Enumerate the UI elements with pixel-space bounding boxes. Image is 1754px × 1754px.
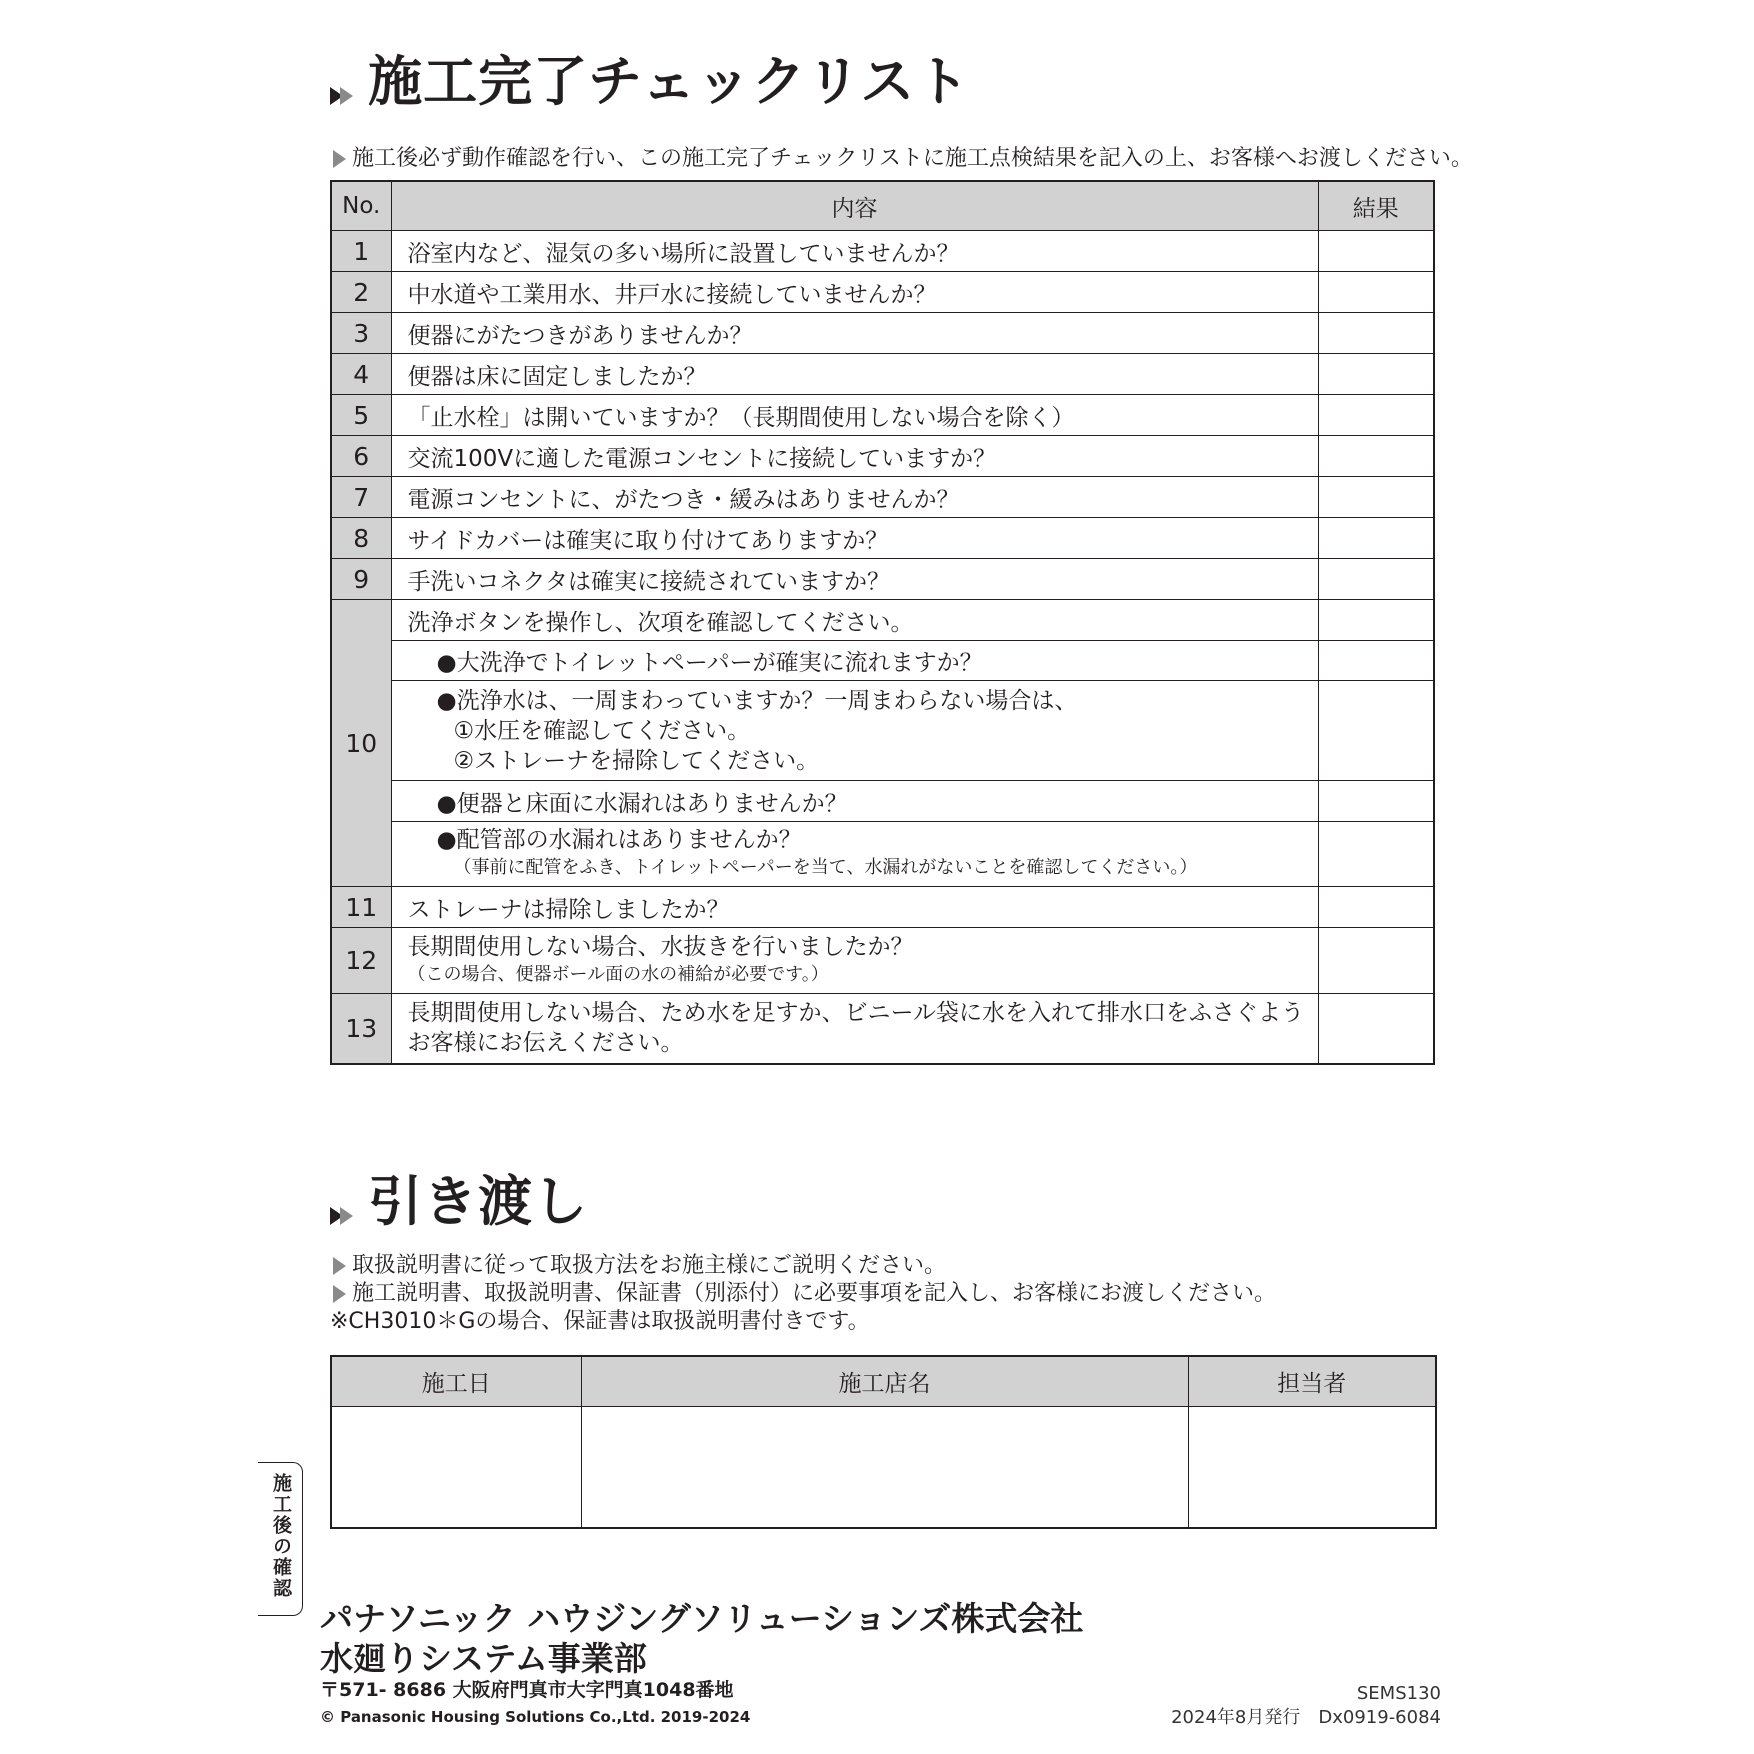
side-tab xyxy=(258,1462,303,1616)
row-number: 10 xyxy=(331,600,391,887)
footer-issue: 2024年8月発行 Dx0919-6084 xyxy=(1171,1707,1441,1728)
table-row xyxy=(331,641,1434,681)
handover-note-2 xyxy=(333,1283,1276,1305)
row-text-line: 長期間使用しない場合、水抜きを行いましたか？ xyxy=(407,933,914,960)
footer-company: パナソニック ハウジングソリューションズ株式会社 xyxy=(320,1599,1084,1638)
header-store-name: 施工店名 xyxy=(581,1356,1188,1407)
row-text: サイドカバーは確実に取り付けてありますか？ xyxy=(391,518,1318,559)
row-text xyxy=(391,928,1318,994)
footer-doc-code: SEMS130 xyxy=(1356,1683,1441,1704)
store-name-field[interactable] xyxy=(581,1407,1188,1529)
handover-title: 引き渡し xyxy=(368,1170,589,1233)
row-number: 13 xyxy=(331,994,391,1064)
handover-note-3: ※CH3010＊Gの場合、保証書は取扱説明書付きです。 xyxy=(330,1309,870,1334)
row-number: 6 xyxy=(331,436,391,477)
row-subitem xyxy=(391,681,1318,781)
person-in-charge-field[interactable] xyxy=(1188,1407,1436,1529)
table-row xyxy=(331,781,1434,822)
footer-address: 〒571- 8686 大阪府門真市大字門真1048番地 xyxy=(320,1679,734,1701)
table-row xyxy=(331,436,1434,477)
row-text: 浴室内など、湿気の多い場所に設置していませんか？ xyxy=(391,231,1318,272)
table-row xyxy=(331,313,1434,354)
table-row xyxy=(331,354,1434,395)
row-text: 電源コンセントに、がたつき・緩みはありませんか？ xyxy=(391,477,1318,518)
table-row xyxy=(331,231,1434,272)
section-arrow-icon xyxy=(330,86,353,106)
handover-title-block xyxy=(330,1170,589,1233)
row-number: 8 xyxy=(331,518,391,559)
row-text-line: お客様にお伝えください。 xyxy=(407,1030,684,1057)
table-row xyxy=(331,272,1434,313)
row-note: （この場合、便器ボール面の水の補給が必要です。） xyxy=(407,963,829,985)
result-cell[interactable] xyxy=(1318,600,1434,641)
row-text: 洗浄ボタンを操作し、次項を確認してください。 xyxy=(391,600,1318,641)
result-cell[interactable] xyxy=(1318,231,1434,272)
header-result: 結果 xyxy=(1318,181,1434,231)
result-cell[interactable] xyxy=(1318,559,1434,600)
table-row xyxy=(331,395,1434,436)
row-text: 交流100Vに適した電源コンセントに接続していますか？ xyxy=(391,436,1318,477)
result-cell[interactable] xyxy=(1318,518,1434,559)
result-cell[interactable] xyxy=(1318,928,1434,994)
table-row xyxy=(331,477,1434,518)
row-number: 1 xyxy=(331,231,391,272)
row-text: 便器は床に固定しましたか？ xyxy=(391,354,1318,395)
result-cell[interactable] xyxy=(1318,354,1434,395)
row-number: 4 xyxy=(331,354,391,395)
row-number: 2 xyxy=(331,272,391,313)
row-text: 「止水栓」は開いていますか？（長期間使用しない場合を除く） xyxy=(391,395,1318,436)
side-tab-label: 施工後の確認 xyxy=(270,1473,292,1599)
row-number: 12 xyxy=(331,928,391,994)
checklist-intro xyxy=(333,148,1473,170)
row-subitem: ●便器と床面に水漏れはありませんか？ xyxy=(391,781,1318,822)
row-number: 9 xyxy=(331,559,391,600)
table-row xyxy=(331,681,1434,781)
header-content: 内容 xyxy=(391,181,1318,231)
subitem-line: ●配管部の水漏れはありませんか？ xyxy=(436,827,802,853)
result-cell[interactable] xyxy=(1318,781,1434,822)
checklist-intro-text: 施工後必ず動作確認を行い、この施工完了チェックリストに施工点検結果を記入の上、お客様へお渡しください。 xyxy=(352,146,1473,171)
result-cell[interactable] xyxy=(1318,822,1434,887)
row-number: 3 xyxy=(331,313,391,354)
handover-note-1-text: 取扱説明書に従って取扱方法をお施主様にご説明ください。 xyxy=(352,1253,947,1278)
table-row xyxy=(331,822,1434,887)
result-cell[interactable] xyxy=(1318,641,1434,681)
header-no: No. xyxy=(331,181,391,231)
table-row xyxy=(331,518,1434,559)
row-number: 5 xyxy=(331,395,391,436)
result-cell[interactable] xyxy=(1318,994,1434,1064)
table-row xyxy=(331,994,1434,1064)
result-cell[interactable] xyxy=(1318,395,1434,436)
row-text: 手洗いコネクタは確実に接続されていますか？ xyxy=(391,559,1318,600)
subitem-line: ①水圧を確認してください。 xyxy=(453,717,751,744)
triangle-bullet-icon xyxy=(333,150,346,168)
handover-note-1 xyxy=(333,1255,946,1277)
footer-division: 水廻りシステム事業部 xyxy=(320,1639,647,1678)
row-text xyxy=(391,994,1318,1064)
table-row xyxy=(331,600,1434,641)
row-text: 便器にがたつきがありませんか？ xyxy=(391,313,1318,354)
row-subitem: ●大洗浄でトイレットペーパーが確実に流れますか？ xyxy=(391,641,1318,681)
row-text-line: 長期間使用しない場合、ため水を足すか、ビニール袋に水を入れて排水口をふさぐよう xyxy=(407,1000,1305,1027)
table-row xyxy=(331,928,1434,994)
triangle-bullet-icon xyxy=(333,1285,346,1303)
header-construction-date: 施工日 xyxy=(331,1356,581,1407)
row-text: 中水道や工業用水、井戸水に接続していませんか？ xyxy=(391,272,1318,313)
result-cell[interactable] xyxy=(1318,436,1434,477)
row-number: 11 xyxy=(331,887,391,928)
subitem-note: （事前に配管をふき、トイレットペーパーを当て、水漏れがないことを確認してください。） xyxy=(453,857,1198,878)
row-text: ストレーナは掃除しましたか？ xyxy=(391,887,1318,928)
table-row xyxy=(331,887,1434,928)
triangle-bullet-icon xyxy=(333,1257,346,1275)
result-cell[interactable] xyxy=(1318,681,1434,781)
result-cell[interactable] xyxy=(1318,272,1434,313)
section-arrow-icon xyxy=(330,1206,353,1226)
table-row xyxy=(331,559,1434,600)
result-cell[interactable] xyxy=(1318,477,1434,518)
footer-copyright: © Panasonic Housing Solutions Co.,Ltd. 2019-2024 xyxy=(320,1708,751,1726)
checklist-title-block xyxy=(330,50,971,113)
result-cell[interactable] xyxy=(1318,887,1434,928)
subitem-line: ●洗浄水は、一周まわっていますか？一周まわらない場合は、 xyxy=(436,687,1078,714)
header-person-in-charge: 担当者 xyxy=(1188,1356,1436,1407)
handover-table xyxy=(330,1355,1437,1529)
checklist-title: 施工完了チェックリスト xyxy=(368,50,971,113)
subitem-line: ②ストレーナを掃除してください。 xyxy=(453,747,820,774)
handover-note-2-text: 施工説明書、取扱説明書、保証書（別添付）に必要事項を記入し、お客様にお渡しください。 xyxy=(352,1281,1277,1306)
row-subitem xyxy=(391,822,1318,887)
row-number: 7 xyxy=(331,477,391,518)
result-cell[interactable] xyxy=(1318,313,1434,354)
checklist-table xyxy=(330,180,1435,1065)
construction-date-field[interactable] xyxy=(331,1407,581,1529)
